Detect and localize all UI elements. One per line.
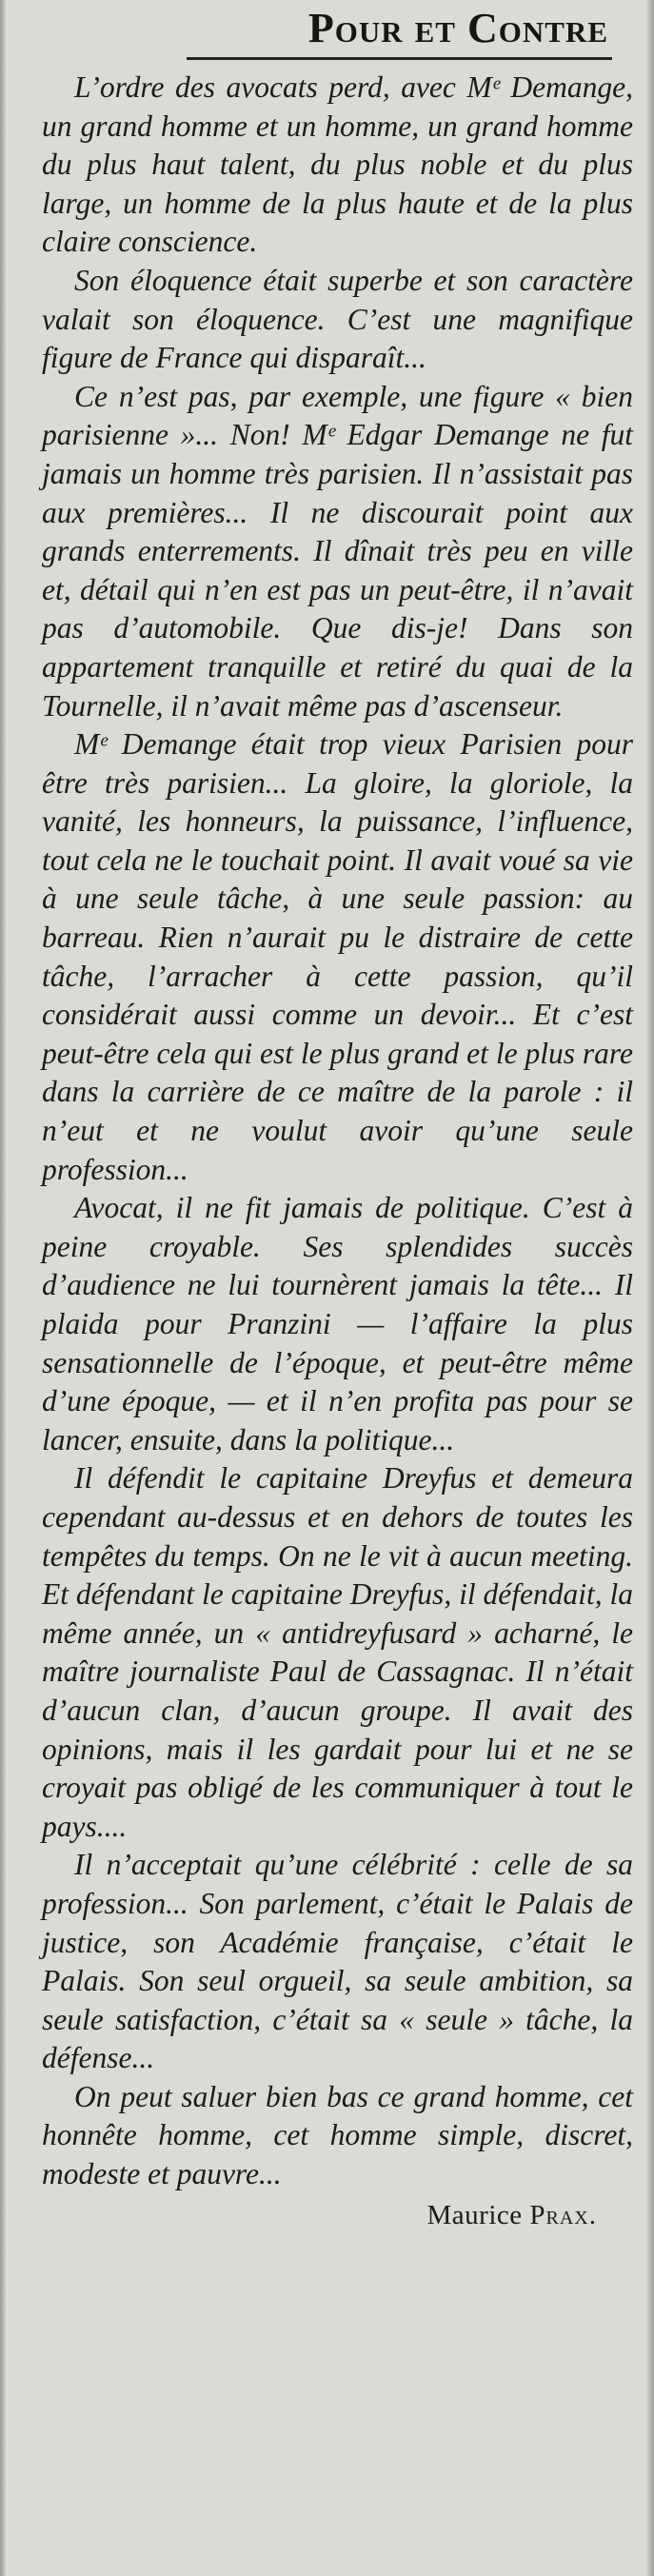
- article-paragraph: Il n’acceptait qu’une célébrité : celle de sa profession... Son parlement, c’était le Palais de justice, son Académie française, c’était le Palais. Son seul orgueil, sa seule ambition, sa seule satisfaction, c’était sa « seule » tâche, la défense...: [42, 1848, 633, 2075]
- author-signature: [6, 2196, 646, 2234]
- author-last-name: Prax.: [529, 2199, 597, 2230]
- article-paragraph: L’ordre des avocats perd, avec Mᵉ Demange, un grand homme et un homme, un grand homme du plus haut talent, du plus noble et du plus large, un homme de la plus haute et de la plus claire conscience.: [42, 70, 633, 259]
- article-paragraph: On peut saluer bien bas ce grand homme, cet honnête homme, cet homme simple, discret, modeste et pauvre...: [42, 2079, 633, 2191]
- headline-underline: [187, 57, 612, 60]
- author-first-name: Maurice: [426, 2199, 523, 2230]
- article-paragraph: Avocat, il ne fit jamais de politique. C’est à peine croyable. Ses splendides succès d’audience ne lui tournèrent jamais la tête... Il plaida pour Pranzini — l’affaire la plus sensationnelle de l’époque, et peut-être même d’une époque, — et il n’en profita pas pour se lancer, ensuite, dans la politique...: [42, 1191, 633, 1456]
- headline-area: [6, 0, 646, 65]
- article-paragraph: Mᵉ Demange était trop vieux Parisien pour être très parisien... La gloire, la gloriole, la vanité, les honneurs, la puissance, l’influence, tout cela ne le touchait point. Il avait voué sa vie à une seule tâche, à une seule passion: au barreau. Rien n’aurait pu le distraire de cette tâche, l’arracher à cette passion, qu’il considérait aussi comme un devoir... Et c’est peut-être cela qui est le plus grand et le plus rare dans la carrière de ce maître de la parole : il n’eut et ne voulut avoir qu’une seule profession...: [42, 727, 633, 1186]
- headline: Pour et Contre: [307, 5, 608, 51]
- article-paragraph: Il défendit le capitaine Dreyfus et demeura cependant au-dessus et en dehors de toutes les tempêtes du temps. On ne le vit à aucun meeting. Et défendant le capitaine Dreyfus, il défendait, la même année, un « antidreyfusard » acharné, le maître journaliste Paul de Cassagnac. Il n’était d’aucun clan, d’aucun groupe. Il avait des opinions, mais il les gardait pour lui et ne se croyait pas obligé de les communiquer à tout le pays....: [42, 1461, 633, 1843]
- article-body: [6, 65, 646, 2194]
- article-paragraph: Ce n’est pas, par exemple, une figure « bien parisienne »... Non! Mᵉ Edgar Demange ne fut jamais un homme très parisien. Il n’assistait pas aux premières... Il ne discourait point aux grands enterrements. Il dînait très peu en ville et, détail qui n’en est pas un peut-être, il n’avait pas d’automobile. Que dis-je! Dans son appartement tranquille et retiré du quai de la Tournelle, il n’avait même pas d’ascenseur.: [42, 379, 633, 723]
- article-paragraph: Son éloquence était superbe et son caractère valait son éloquence. C’est une magnifique figure de France qui disparaît...: [42, 263, 633, 375]
